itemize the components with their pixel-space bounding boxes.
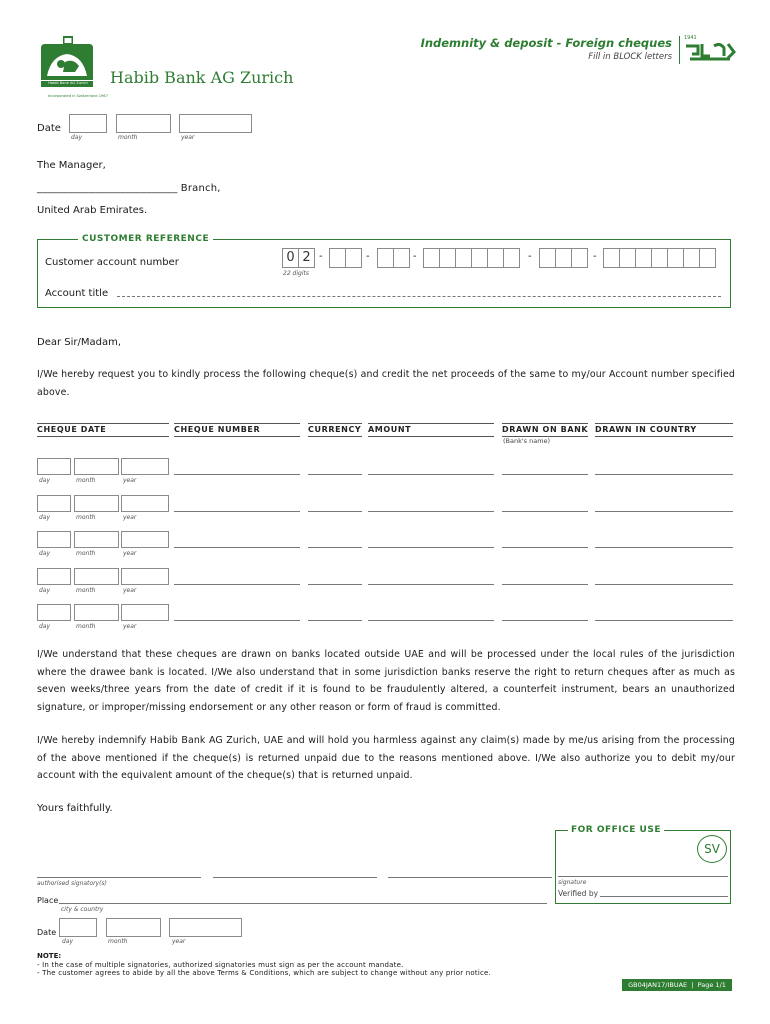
header-line xyxy=(308,436,362,437)
year-mark: 1941 xyxy=(684,35,697,41)
date-year-label: year xyxy=(181,134,195,141)
header-line xyxy=(368,436,494,437)
cheque-day-label: day xyxy=(39,550,51,557)
cheque-number-field[interactable] xyxy=(174,474,300,475)
cheque-day-field[interactable] xyxy=(37,568,71,585)
city-country-label: city & country xyxy=(61,906,104,913)
date-month-label: month xyxy=(118,134,138,141)
header-divider xyxy=(679,36,680,64)
account-digit-1[interactable]: 0 xyxy=(282,248,299,268)
amount-field[interactable] xyxy=(368,474,494,475)
cheque-year-label: year xyxy=(123,477,137,484)
note-item: - In the case of multiple signatories, authorized signatories must sign as per the account mandate. xyxy=(37,961,404,969)
header-line xyxy=(368,423,494,424)
account-digit-15[interactable] xyxy=(571,248,588,268)
cheque-day-label: day xyxy=(39,477,51,484)
account-digit-3[interactable] xyxy=(329,248,346,268)
cheque-month-label: month xyxy=(76,514,96,521)
signature-line-2[interactable] xyxy=(213,877,377,878)
cheque-year-field[interactable] xyxy=(121,604,169,621)
cheque-month-label: month xyxy=(76,623,96,630)
cheque-year-label: year xyxy=(123,514,137,521)
cheque-day-field[interactable] xyxy=(37,604,71,621)
header-line xyxy=(502,423,588,424)
account-digit-9[interactable] xyxy=(455,248,472,268)
col-header-drawn-in-country: DRAWN IN COUNTRY xyxy=(595,425,697,434)
drawn-on-bank-field[interactable] xyxy=(502,547,588,548)
cheque-month-field[interactable] xyxy=(74,495,119,512)
amount-field[interactable] xyxy=(368,511,494,512)
understand-paragraph: I/We understand that these cheques are drawn on banks located outside UAE and will be processed under the local rules of the jurisdiction where the drawee bank is located. I/We also understand that in some jurisdiction banks reserve the right to return cheques after as much as seven weeks/three years from the date of credit if it is found to be fraudulently altered, a counterfeit instrument, bears an unauthorized signature, or improper/missing endorsement or any other reason or form of fraud is committed. xyxy=(37,649,735,713)
date-day-field[interactable] xyxy=(69,114,107,133)
header-line xyxy=(174,423,300,424)
account-separator: - xyxy=(593,251,597,262)
sign-date-year-field[interactable] xyxy=(169,918,242,937)
cheque-day-field[interactable] xyxy=(37,458,71,475)
cheque-day-label: day xyxy=(39,587,51,594)
account-separator: - xyxy=(413,251,417,262)
account-digit-8[interactable] xyxy=(439,248,456,268)
request-paragraph: I/We hereby request you to kindly process the following cheque(s) and credit the net proceeds of the same to my/our Account number specified above. xyxy=(37,369,735,398)
account-digit-14[interactable] xyxy=(555,248,572,268)
account-digit-19[interactable] xyxy=(651,248,668,268)
office-signature-line[interactable] xyxy=(558,876,728,877)
col-header-cheque-date: CHEQUE DATE xyxy=(37,425,107,434)
account-digit-22[interactable] xyxy=(699,248,716,268)
sign-date-year-label: year xyxy=(172,938,186,945)
footer-badge xyxy=(622,979,732,991)
cheque-year-label: year xyxy=(123,550,137,557)
cheque-month-field[interactable] xyxy=(74,531,119,548)
form-code: GB04JAN17/IBUAE xyxy=(628,981,688,989)
bank-name: Habib Bank AG Zurich xyxy=(110,68,294,87)
sign-date-label: Date xyxy=(37,928,57,937)
cheque-number-field[interactable] xyxy=(174,620,300,621)
place-label: Place xyxy=(37,896,59,905)
header-line xyxy=(37,436,169,437)
account-digit-2[interactable]: 2 xyxy=(298,248,315,268)
cheque-year-field[interactable] xyxy=(121,531,169,548)
cheque-number-field[interactable] xyxy=(174,511,300,512)
address-branch: ___________________________ Branch, xyxy=(37,183,221,194)
col-header-cheque-number: CHEQUE NUMBER xyxy=(174,425,261,434)
drawn-in-country-field[interactable] xyxy=(595,620,733,621)
cheque-day-field[interactable] xyxy=(37,495,71,512)
col-header-currency: CURRENCY xyxy=(308,425,362,434)
col-header-amount: AMOUNT xyxy=(368,425,412,434)
drawn-on-bank-field[interactable] xyxy=(502,474,588,475)
cheque-year-field[interactable] xyxy=(121,568,169,585)
cheque-month-label: month xyxy=(76,587,96,594)
account-title-label: Account title xyxy=(45,288,109,299)
salutation: Dear Sir/Madam, xyxy=(37,337,122,348)
header-line xyxy=(595,436,733,437)
office-use-title: FOR OFFICE USE xyxy=(568,825,664,835)
account-digit-21[interactable] xyxy=(683,248,700,268)
place-field[interactable] xyxy=(59,903,547,904)
cheque-year-label: year xyxy=(123,587,137,594)
cheque-number-field[interactable] xyxy=(174,547,300,548)
currency-field[interactable] xyxy=(308,620,362,621)
amount-field[interactable] xyxy=(368,584,494,585)
drawn-in-country-field[interactable] xyxy=(595,547,733,548)
logo-banner: Habib Bank AG Zurich xyxy=(48,81,88,85)
bank-logo xyxy=(37,36,97,94)
account-digits-note: 22 digits xyxy=(283,270,309,277)
header-line xyxy=(37,423,169,424)
cheque-month-label: month xyxy=(76,477,96,484)
signature-line-1[interactable] xyxy=(37,877,201,878)
form-title: Indemnity & deposit - Foreign cheques xyxy=(420,36,672,50)
account-digit-5[interactable] xyxy=(377,248,394,268)
customer-reference-title: CUSTOMER REFERENCE xyxy=(78,234,213,244)
amount-field[interactable] xyxy=(368,547,494,548)
date-year-field[interactable] xyxy=(179,114,252,133)
date-label: Date xyxy=(37,123,61,134)
currency-field[interactable] xyxy=(308,511,362,512)
drawn-on-bank-field[interactable] xyxy=(502,620,588,621)
bank-name-note: (Bank's name) xyxy=(503,437,551,445)
account-digit-11[interactable] xyxy=(487,248,504,268)
account-title-field[interactable] xyxy=(117,296,721,297)
date-day-label: day xyxy=(71,134,83,141)
col-header-drawn-on-bank: DRAWN ON BANK xyxy=(502,425,589,434)
indemnify-paragraph: I/We hereby indemnify Habib Bank AG Zurich, UAE and will hold you harmless against any claim(s) made by me/us arising from the processing of the above mentioned if the cheque(s) is returned unpaid due to the reasons mentioned above. I/We also authorize you to debit my/our account with the equivalent amount of the cheque(s) that is returned unpaid. xyxy=(37,735,735,781)
sign-date-day-label: day xyxy=(62,938,74,945)
sign-date-month-label: month xyxy=(108,938,128,945)
header-line xyxy=(595,423,733,424)
cheque-day-label: day xyxy=(39,623,51,630)
account-separator: - xyxy=(366,251,370,262)
cheque-day-field[interactable] xyxy=(37,531,71,548)
calligraphy-logo xyxy=(684,40,736,65)
currency-field[interactable] xyxy=(308,547,362,548)
account-digit-10[interactable] xyxy=(471,248,488,268)
address-country: United Arab Emirates. xyxy=(37,205,148,216)
account-digit-18[interactable] xyxy=(635,248,652,268)
office-signature-label: signature xyxy=(558,879,587,886)
closing-text: Yours faithfully. xyxy=(37,803,113,814)
cheque-year-label: year xyxy=(123,623,137,630)
account-digit-7[interactable] xyxy=(423,248,440,268)
cheque-month-field[interactable] xyxy=(74,604,119,621)
cheque-day-label: day xyxy=(39,514,51,521)
account-digit-4[interactable] xyxy=(345,248,362,268)
drawn-on-bank-field[interactable] xyxy=(502,511,588,512)
currency-field[interactable] xyxy=(308,474,362,475)
account-number-label: Customer account number xyxy=(45,257,179,268)
address-manager: The Manager, xyxy=(37,160,106,171)
note-item: - The customer agrees to abide by all the above Terms & Conditions, which are subject to change without any prior notice. xyxy=(37,969,491,977)
logo-tagline: Incorporated in Switzerland 1967 xyxy=(48,94,108,98)
cheque-year-field[interactable] xyxy=(121,495,169,512)
page-number: Page 1/1 xyxy=(697,981,726,989)
cheque-month-field[interactable] xyxy=(74,568,119,585)
cheque-month-label: month xyxy=(76,550,96,557)
cheque-year-field[interactable] xyxy=(121,458,169,475)
account-digit-13[interactable] xyxy=(539,248,556,268)
account-digit-17[interactable] xyxy=(619,248,636,268)
drawn-in-country-field[interactable] xyxy=(595,584,733,585)
cheque-number-field[interactable] xyxy=(174,584,300,585)
account-digit-16[interactable] xyxy=(603,248,620,268)
date-month-field[interactable] xyxy=(116,114,171,133)
account-separator: - xyxy=(319,251,323,262)
note-title: NOTE: xyxy=(37,952,62,960)
currency-field[interactable] xyxy=(308,584,362,585)
sign-date-day-field[interactable] xyxy=(59,918,97,937)
account-digit-6[interactable] xyxy=(393,248,410,268)
cheque-month-field[interactable] xyxy=(74,458,119,475)
authorised-signatory-label: authorised signatory(s) xyxy=(37,880,107,887)
drawn-on-bank-field[interactable] xyxy=(502,584,588,585)
drawn-in-country-field[interactable] xyxy=(595,511,733,512)
verified-by-line[interactable] xyxy=(600,896,728,897)
sv-stamp: SV xyxy=(697,835,727,863)
account-separator: - xyxy=(528,251,532,262)
amount-field[interactable] xyxy=(368,620,494,621)
drawn-in-country-field[interactable] xyxy=(595,474,733,475)
signature-line-3[interactable] xyxy=(388,877,552,878)
header-line xyxy=(308,423,362,424)
account-digit-12[interactable] xyxy=(503,248,520,268)
header-line xyxy=(174,436,300,437)
form-subtitle: Fill in BLOCK letters xyxy=(588,52,672,62)
verified-by-label: Verified by xyxy=(558,889,599,898)
svg-text:★ ★ ★: ★ ★ ★ xyxy=(62,75,72,79)
sign-date-month-field[interactable] xyxy=(106,918,161,937)
account-digit-20[interactable] xyxy=(667,248,684,268)
footer-separator: | xyxy=(689,981,696,989)
